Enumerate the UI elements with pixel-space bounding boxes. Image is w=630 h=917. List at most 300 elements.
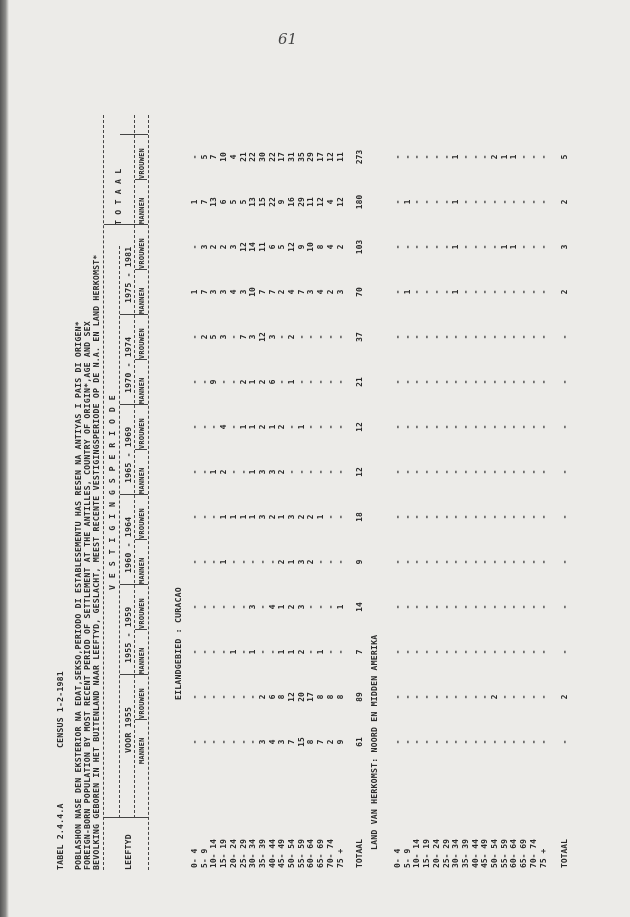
- table-cell: -: [490, 424, 499, 430]
- female-heading: VROUWEN: [138, 238, 146, 269]
- table-cell: -: [422, 649, 432, 655]
- table-cell: -: [460, 514, 470, 520]
- table-cell: -: [422, 199, 432, 205]
- table-cell: 7: [199, 199, 209, 205]
- table-cell: 5: [238, 199, 248, 205]
- table-cell: 2: [199, 334, 209, 340]
- table-cell: 4: [325, 244, 335, 250]
- table-cell: 1: [287, 649, 296, 655]
- table-cell: 1: [451, 289, 461, 295]
- table-cell: -: [490, 289, 499, 295]
- table-cell: -: [402, 739, 412, 745]
- table-cell: -: [528, 604, 538, 610]
- table-cell: -: [431, 604, 441, 610]
- table-cell: -: [480, 694, 490, 700]
- table-cell: -: [441, 559, 451, 565]
- table-cell: 8: [335, 694, 345, 700]
- table-cell: -: [296, 334, 306, 340]
- table-cell: -: [480, 154, 490, 160]
- table-cell: -: [431, 739, 441, 745]
- table-cell: -: [190, 604, 199, 610]
- table-cell: 35: [296, 152, 306, 162]
- table-cell: -: [480, 379, 490, 385]
- table-cell: 2: [277, 469, 287, 475]
- table-cell: 2: [257, 424, 267, 430]
- table-cell: -: [238, 604, 248, 610]
- table-cell: -: [431, 424, 441, 430]
- table-cell: -: [316, 469, 326, 475]
- table-cell: -: [325, 379, 335, 385]
- female-heading: VROUWEN: [138, 148, 146, 179]
- table-cell: 4: [325, 199, 335, 205]
- total-cell: 273: [355, 149, 364, 165]
- period-heading: 1970 - 1974: [123, 336, 133, 393]
- table-cell: 15: [257, 197, 267, 207]
- header-rule-top: [103, 115, 104, 870]
- title-dutch: BEVOLKING GEBOREN IN HET BUITENLAND NAAR LEEFTYD, GESLACHT, MEEST RECENTE VESTIGINGSPERIODE OP DE N.A. EN LAND HERKOMST*: [91, 254, 101, 870]
- table-cell: -: [219, 694, 229, 700]
- age-label: 10- 14: [412, 839, 422, 868]
- table-cell: -: [306, 604, 316, 610]
- table-cell: -: [480, 469, 490, 475]
- table-cell: 10: [306, 242, 316, 252]
- table-cell: 1: [499, 154, 509, 160]
- table-cell: 2: [219, 469, 229, 475]
- table-cell: -: [190, 424, 199, 430]
- table-cell: -: [490, 649, 499, 655]
- age-label: 75 +: [538, 848, 548, 868]
- total-cell: 7: [355, 649, 364, 655]
- table-cell: -: [316, 559, 326, 565]
- table-cell: -: [335, 559, 345, 565]
- table-cell: -: [490, 559, 499, 565]
- total-cell: -: [560, 334, 569, 340]
- table-cell: -: [199, 514, 209, 520]
- header-separator: [135, 224, 147, 225]
- table-cell: -: [190, 154, 199, 160]
- table-cell: 10: [248, 287, 258, 297]
- table-cell: -: [257, 649, 267, 655]
- table-cell: -: [490, 739, 499, 745]
- table-cell: 11: [335, 152, 345, 162]
- table-cell: -: [499, 694, 509, 700]
- header-separator: [135, 629, 147, 630]
- table-cell: -: [238, 469, 248, 475]
- table-cell: -: [422, 739, 432, 745]
- table-cell: -: [490, 379, 499, 385]
- table-cell: -: [422, 694, 432, 700]
- table-cell: -: [519, 649, 529, 655]
- table-cell: -: [490, 604, 499, 610]
- table-cell: 1: [287, 379, 296, 385]
- table-cell: -: [431, 379, 441, 385]
- table-cell: 9: [296, 244, 306, 250]
- age-label: 20- 24: [431, 839, 441, 868]
- table-cell: -: [296, 469, 306, 475]
- table-cell: 1: [228, 514, 238, 520]
- period-heading: VOOR 1955: [123, 706, 133, 753]
- table-cell: -: [460, 739, 470, 745]
- section-title: LAND VAN HERKOMST: NOORD EN MIDDEN AMERIKA: [369, 634, 379, 850]
- table-cell: 7: [209, 154, 219, 160]
- table-cell: 1: [277, 604, 287, 610]
- table-cell: -: [422, 379, 432, 385]
- table-cell: 1: [499, 244, 509, 250]
- table-cell: 2: [277, 289, 287, 295]
- table-cell: 2: [287, 334, 296, 340]
- table-cell: -: [190, 379, 199, 385]
- table-cell: -: [393, 469, 402, 475]
- table-cell: -: [412, 379, 422, 385]
- table-cell: -: [199, 559, 209, 565]
- table-cell: 3: [277, 739, 287, 745]
- table-cell: 1: [451, 199, 461, 205]
- total-cell: 2: [560, 199, 569, 205]
- table-cell: -: [441, 739, 451, 745]
- table-cell: -: [248, 739, 258, 745]
- header-separator: [135, 719, 147, 720]
- table-cell: -: [470, 199, 480, 205]
- table-cell: 14: [248, 242, 258, 252]
- table-cell: -: [422, 334, 432, 340]
- table-cell: -: [219, 379, 229, 385]
- table-cell: -: [199, 739, 209, 745]
- table-cell: -: [412, 739, 422, 745]
- table-cell: -: [441, 469, 451, 475]
- table-cell: -: [209, 604, 219, 610]
- table-cell: -: [460, 559, 470, 565]
- total-cell: 61: [355, 737, 364, 747]
- table-cell: -: [441, 604, 451, 610]
- table-cell: -: [538, 379, 548, 385]
- table-cell: 29: [296, 197, 306, 207]
- table-cell: -: [422, 289, 432, 295]
- table-cell: -: [228, 424, 238, 430]
- age-label: 5- 9: [199, 848, 209, 868]
- age-label: 5- 9: [402, 848, 412, 868]
- table-cell: -: [499, 289, 509, 295]
- age-label: 40- 44: [470, 839, 480, 868]
- header-separator: [135, 134, 147, 135]
- age-label: 60- 64: [306, 839, 316, 868]
- table-cell: -: [470, 559, 480, 565]
- total-cell: -: [560, 649, 569, 655]
- table-cell: -: [199, 604, 209, 610]
- table-cell: -: [519, 379, 529, 385]
- total-cell: 21: [355, 377, 364, 387]
- header-separator: [135, 674, 147, 675]
- table-cell: -: [402, 514, 412, 520]
- table-cell: -: [441, 424, 451, 430]
- table-cell: 2: [296, 649, 306, 655]
- page-number: 61: [278, 30, 298, 48]
- table-cell: -: [306, 649, 316, 655]
- total-cell: 70: [355, 287, 364, 297]
- total-label: TOTAAL: [560, 839, 569, 868]
- table-cell: 3: [248, 604, 258, 610]
- table-cell: -: [402, 334, 412, 340]
- table-cell: 7: [296, 289, 306, 295]
- table-cell: 5: [228, 199, 238, 205]
- table-cell: -: [431, 199, 441, 205]
- table-cell: 1: [451, 154, 461, 160]
- table-cell: -: [431, 514, 441, 520]
- table-cell: -: [325, 334, 335, 340]
- age-label: 45- 49: [480, 839, 490, 868]
- rotated-table-page: [40, 80, 580, 880]
- table-cell: 16: [287, 197, 296, 207]
- total-cell: 9: [355, 559, 364, 565]
- table-cell: 12: [287, 692, 296, 702]
- table-cell: -: [538, 739, 548, 745]
- table-cell: -: [431, 289, 441, 295]
- table-cell: -: [190, 334, 199, 340]
- table-cell: -: [335, 469, 345, 475]
- table-cell: -: [519, 469, 529, 475]
- table-cell: -: [499, 649, 509, 655]
- table-cell: -: [470, 379, 480, 385]
- table-cell: 1: [316, 649, 326, 655]
- total-cell: 12: [355, 422, 364, 432]
- table-cell: 1: [248, 379, 258, 385]
- male-heading: MANNEN: [138, 287, 146, 314]
- table-cell: -: [248, 559, 258, 565]
- table-cell: -: [528, 424, 538, 430]
- table-cell: -: [287, 424, 296, 430]
- table-cell: -: [441, 154, 451, 160]
- table-cell: 1: [509, 154, 519, 160]
- total-cell: 14: [355, 602, 364, 612]
- table-cell: 12: [238, 242, 248, 252]
- table-cell: -: [393, 244, 402, 250]
- table-cell: 3: [257, 469, 267, 475]
- table-cell: 3: [248, 334, 258, 340]
- table-cell: 9: [335, 739, 345, 745]
- total-cell: -: [560, 514, 569, 520]
- census-date: CENSUS 1-2-1981: [55, 671, 65, 748]
- table-cell: -: [499, 469, 509, 475]
- table-cell: 1: [509, 244, 519, 250]
- table-cell: -: [441, 379, 451, 385]
- table-cell: 1: [219, 559, 229, 565]
- table-cell: -: [402, 469, 412, 475]
- table-cell: -: [451, 424, 461, 430]
- table-cell: -: [228, 739, 238, 745]
- table-cell: -: [528, 649, 538, 655]
- table-cell: 2: [490, 694, 499, 700]
- header-separator: [135, 359, 147, 360]
- age-label: 40- 44: [267, 839, 277, 868]
- table-cell: -: [538, 334, 548, 340]
- table-cell: -: [470, 469, 480, 475]
- female-heading: VROUWEN: [138, 418, 146, 449]
- table-cell: -: [470, 514, 480, 520]
- table-cell: -: [538, 469, 548, 475]
- table-cell: 4: [228, 154, 238, 160]
- table-cell: -: [480, 424, 490, 430]
- table-cell: 9: [209, 379, 219, 385]
- table-cell: -: [441, 649, 451, 655]
- table-cell: -: [412, 154, 422, 160]
- table-cell: -: [490, 199, 499, 205]
- age-label: 60- 64: [509, 839, 519, 868]
- table-cell: 3: [267, 334, 277, 340]
- table-cell: -: [470, 649, 480, 655]
- header-separator: [135, 449, 147, 450]
- table-cell: 3: [209, 289, 219, 295]
- table-cell: -: [422, 244, 432, 250]
- table-cell: 2: [219, 244, 229, 250]
- table-cell: -: [287, 469, 296, 475]
- table-cell: -: [528, 289, 538, 295]
- table-cell: -: [228, 559, 238, 565]
- table-cell: -: [219, 739, 229, 745]
- table-cell: -: [538, 604, 548, 610]
- table-cell: -: [480, 649, 490, 655]
- table-cell: 20: [296, 692, 306, 702]
- table-cell: 31: [287, 152, 296, 162]
- table-cell: 1: [402, 199, 412, 205]
- table-cell: -: [209, 694, 219, 700]
- table-cell: 7: [199, 289, 209, 295]
- table-cell: -: [422, 154, 432, 160]
- table-cell: 1: [277, 649, 287, 655]
- table-cell: -: [451, 379, 461, 385]
- table-cell: 4: [267, 604, 277, 610]
- table-cell: -: [412, 694, 422, 700]
- table-cell: 3: [219, 289, 229, 295]
- scan-border: [0, 0, 9, 917]
- table-cell: -: [470, 604, 480, 610]
- age-label: 20- 24: [228, 839, 238, 868]
- table-cell: 1: [451, 244, 461, 250]
- table-cell: 3: [199, 244, 209, 250]
- table-cell: -: [509, 334, 519, 340]
- table-cell: 2: [277, 424, 287, 430]
- table-cell: -: [470, 334, 480, 340]
- table-cell: -: [451, 649, 461, 655]
- table-cell: -: [228, 379, 238, 385]
- header-separator: [135, 404, 147, 405]
- table-cell: 2: [335, 244, 345, 250]
- age-label: 0- 4: [190, 848, 199, 868]
- age-label: 30- 34: [248, 839, 258, 868]
- table-cell: 3: [296, 559, 306, 565]
- header-separator: [135, 539, 147, 540]
- table-cell: -: [470, 424, 480, 430]
- table-cell: -: [190, 649, 199, 655]
- age-label: 35- 39: [460, 839, 470, 868]
- table-cell: -: [228, 334, 238, 340]
- table-cell: -: [402, 379, 412, 385]
- table-cell: 6: [219, 199, 229, 205]
- table-cell: 2: [238, 379, 248, 385]
- table-cell: -: [480, 559, 490, 565]
- total-cell: -: [560, 379, 569, 385]
- table-cell: -: [199, 424, 209, 430]
- table-cell: -: [460, 649, 470, 655]
- table-cell: 2: [257, 694, 267, 700]
- table-cell: -: [470, 739, 480, 745]
- table-cell: -: [519, 244, 529, 250]
- table-cell: 2: [325, 289, 335, 295]
- table-cell: -: [499, 604, 509, 610]
- table-number: TABEL 2.4.4.A: [55, 803, 65, 870]
- table-cell: 7: [257, 289, 267, 295]
- table-cell: 5: [199, 154, 209, 160]
- total-cell: 89: [355, 692, 364, 702]
- table-cell: -: [199, 694, 209, 700]
- table-cell: 11: [306, 197, 316, 207]
- table-cell: -: [519, 289, 529, 295]
- table-cell: -: [509, 559, 519, 565]
- table-cell: -: [528, 514, 538, 520]
- table-cell: 2: [306, 514, 316, 520]
- table-cell: -: [412, 604, 422, 610]
- table-cell: -: [393, 199, 402, 205]
- table-cell: -: [499, 199, 509, 205]
- table-cell: -: [393, 334, 402, 340]
- table-cell: -: [519, 424, 529, 430]
- table-cell: -: [209, 424, 219, 430]
- age-label: 50- 54: [490, 839, 499, 868]
- table-cell: -: [238, 559, 248, 565]
- table-cell: -: [393, 649, 402, 655]
- table-cell: 3: [335, 289, 345, 295]
- table-cell: 13: [248, 197, 258, 207]
- table-cell: -: [509, 649, 519, 655]
- total-cell: 2: [560, 694, 569, 700]
- table-cell: -: [431, 694, 441, 700]
- table-cell: 5: [209, 334, 219, 340]
- table-cell: -: [460, 604, 470, 610]
- age-label: 15- 19: [422, 839, 432, 868]
- table-cell: -: [393, 289, 402, 295]
- table-cell: -: [441, 244, 451, 250]
- table-cell: -: [190, 244, 199, 250]
- table-cell: -: [325, 514, 335, 520]
- table-cell: -: [199, 379, 209, 385]
- table-cell: -: [490, 334, 499, 340]
- header-separator: [135, 314, 147, 315]
- table-cell: -: [451, 604, 461, 610]
- table-cell: 1: [296, 424, 306, 430]
- table-cell: 3: [257, 739, 267, 745]
- table-cell: 22: [267, 197, 277, 207]
- table-cell: 3: [219, 334, 229, 340]
- table-cell: -: [460, 424, 470, 430]
- total-heading: T O T A A L: [113, 168, 123, 225]
- table-cell: -: [402, 649, 412, 655]
- table-cell: 1: [248, 469, 258, 475]
- table-cell: -: [519, 514, 529, 520]
- table-cell: -: [519, 559, 529, 565]
- table-cell: -: [422, 604, 432, 610]
- table-cell: -: [509, 694, 519, 700]
- table-cell: -: [422, 424, 432, 430]
- table-cell: -: [306, 469, 316, 475]
- table-cell: -: [402, 559, 412, 565]
- header-separator: [135, 269, 147, 270]
- table-cell: -: [412, 559, 422, 565]
- table-cell: 30: [257, 152, 267, 162]
- period-group-heading: V E S T I G I N G S P E R I O D E: [107, 394, 117, 590]
- total-cell: 3: [560, 244, 569, 250]
- age-label: 55- 59: [499, 839, 509, 868]
- table-cell: 8: [306, 739, 316, 745]
- table-cell: 8: [316, 244, 326, 250]
- title-english: FOREIGN-BORN POPULATION BY MOST RECENT PERIOD OF SETTLEMENT AT THE ANTILLES, COUNTRY OF ORIGIN*,AGE AND SEX: [82, 321, 92, 870]
